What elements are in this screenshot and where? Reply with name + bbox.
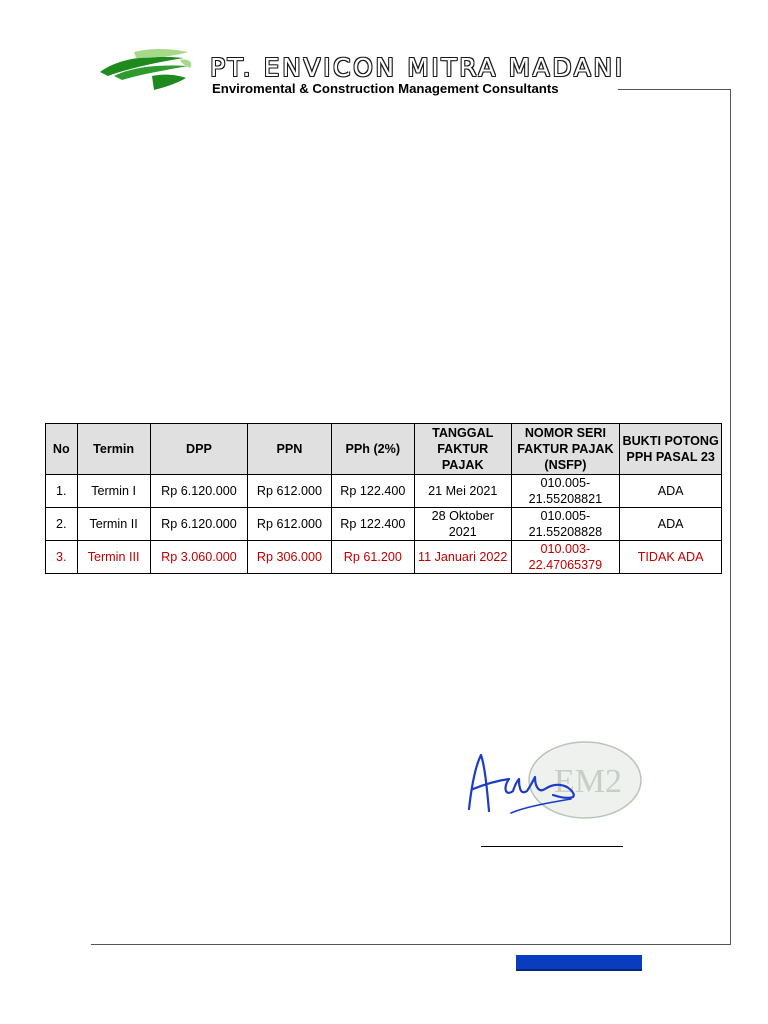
cell-pph: Rp 122.400 [331, 508, 414, 541]
page-frame-bottom-line [91, 944, 731, 945]
cell-pph: Rp 61.200 [331, 541, 414, 574]
signature-line [481, 846, 623, 847]
column-header-ppn: PPN [248, 424, 331, 475]
cell-dpp: Rp 6.120.000 [150, 508, 248, 541]
column-header-termin: Termin [77, 424, 150, 475]
page-frame-right-line [730, 89, 731, 945]
cell-no: 3. [46, 541, 78, 574]
cell-tanggal: 21 Mei 2021 [414, 475, 511, 508]
cell-tanggal: 11 Januari 2022 [414, 541, 511, 574]
cell-ppn: Rp 612.000 [248, 508, 331, 541]
column-header-pph: PPh (2%) [331, 424, 414, 475]
column-header-nsfp: NOMOR SERI FAKTUR PAJAK (NSFP) [511, 424, 620, 475]
cell-ppn: Rp 612.000 [248, 475, 331, 508]
footer-blue-bar [516, 955, 642, 971]
cell-bukti: ADA [620, 508, 722, 541]
cell-no: 2. [46, 508, 78, 541]
signature-with-stamp [455, 737, 645, 827]
column-header-bukti: BUKTI POTONG PPH PASAL 23 [620, 424, 722, 475]
cell-tanggal: 28 Oktober 2021 [414, 508, 511, 541]
stamp-text: EM2 [554, 763, 622, 800]
column-header-no: No [46, 424, 78, 475]
table-row-highlighted [46, 541, 722, 574]
cell-ppn: Rp 306.000 [248, 541, 331, 574]
column-header-dpp: DPP [150, 424, 248, 475]
tax-invoice-table [45, 423, 722, 574]
table-row [46, 475, 722, 508]
cell-pph: Rp 122.400 [331, 475, 414, 508]
cell-dpp: Rp 3.060.000 [150, 541, 248, 574]
column-header-tanggal: TANGGAL FAKTUR PAJAK [414, 424, 511, 475]
page-frame-top-line [618, 89, 731, 90]
company-logo [96, 46, 196, 92]
company-name: PT. ENVICON MITRA MADANI [210, 53, 625, 82]
company-tagline: Enviromental & Construction Management Consultants [212, 81, 559, 96]
cell-nsfp: 010.005-21.55208828 [511, 508, 620, 541]
cell-nsfp: 010.003-22.47065379 [511, 541, 620, 574]
cell-bukti: TIDAK ADA [620, 541, 722, 574]
cell-termin: Termin III [77, 541, 150, 574]
cell-bukti: ADA [620, 475, 722, 508]
table-header-row [46, 424, 722, 475]
table-row [46, 508, 722, 541]
cell-no: 1. [46, 475, 78, 508]
cell-termin: Termin II [77, 508, 150, 541]
cell-dpp: Rp 6.120.000 [150, 475, 248, 508]
cell-termin: Termin I [77, 475, 150, 508]
cell-nsfp: 010.005-21.55208821 [511, 475, 620, 508]
